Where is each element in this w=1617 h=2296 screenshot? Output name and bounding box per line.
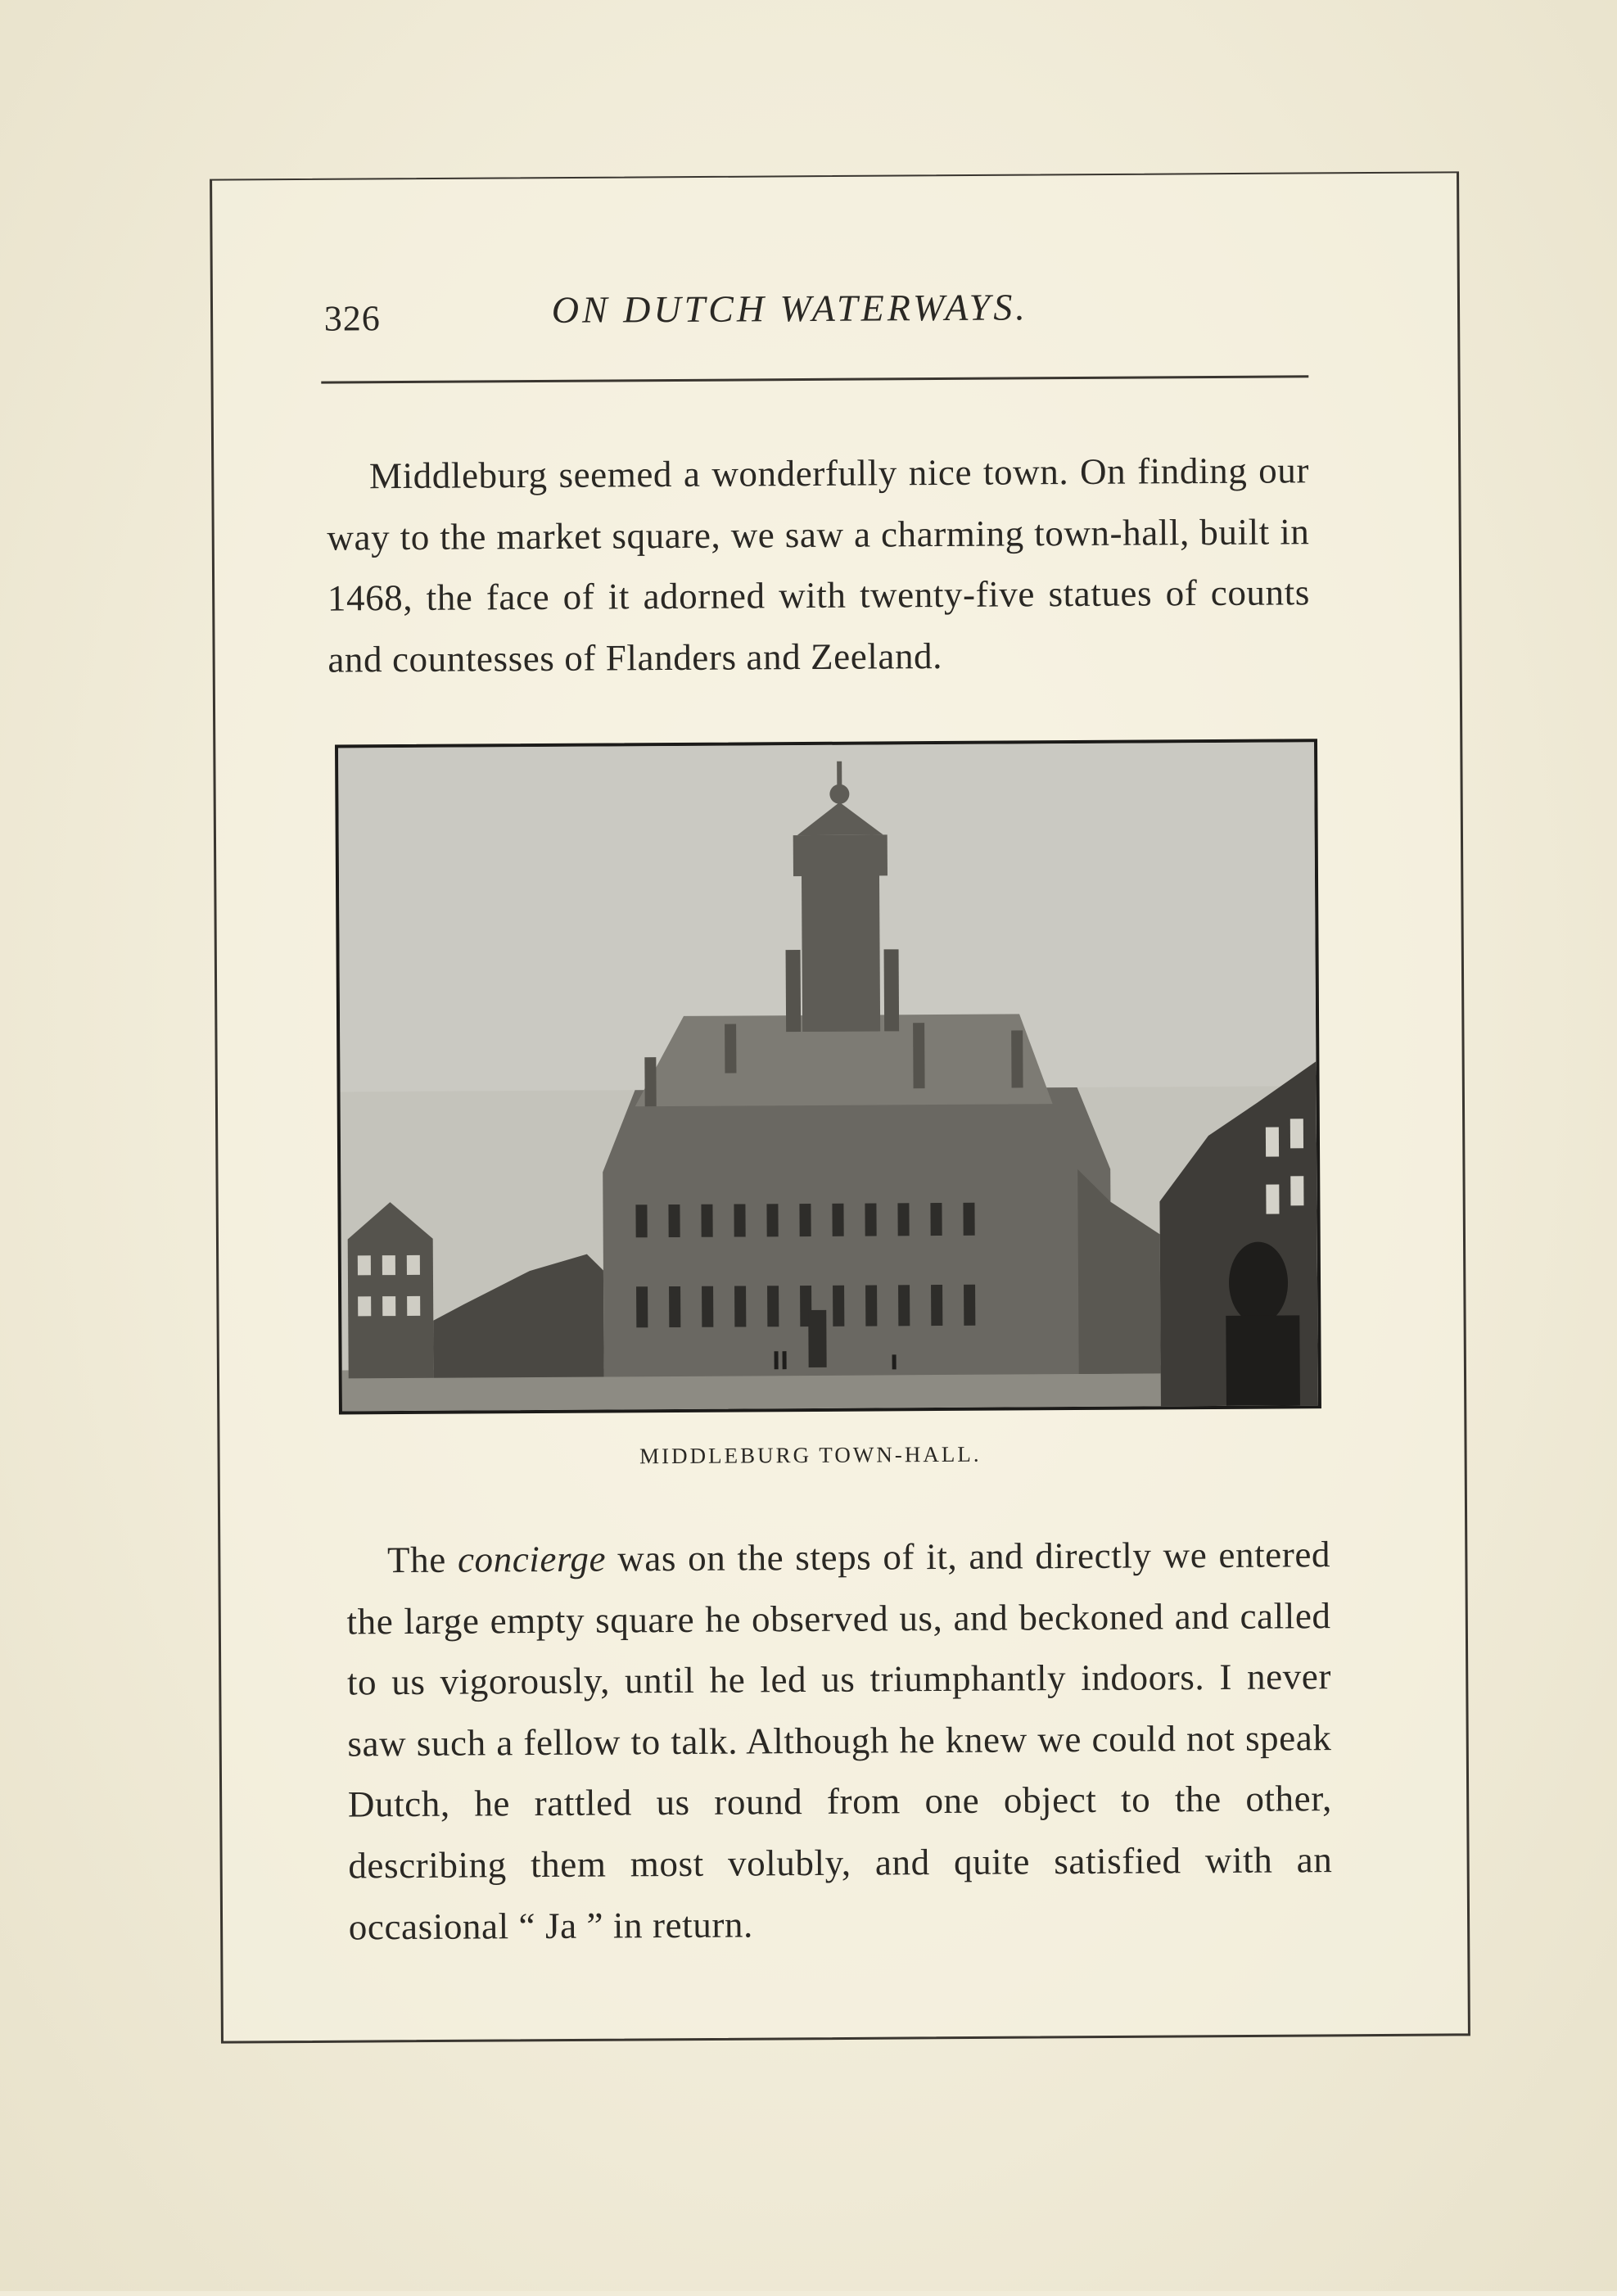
paragraph-2-rest: was on the steps of it, and directly we entered the large empty square he observed us, and beckoned and called to us vigorously, until he led us triumphantly indoors. I never saw such a fellow to talk. Although he knew we could not speak Dutch, he rattled us round from one object to the other, describing them most volubly, and quite satisfied with an occasional “ Ja ” in return.	[346, 1534, 1333, 1948]
header-rule	[321, 375, 1308, 383]
town-hall-engraving	[338, 742, 1318, 1411]
paragraph-1: Middleburg seemed a wonderfully nice town. On finding our way to the market square, we saw a charming town-hall, built in 1468, the face of it adorned with twenty-five statues of counts and countesses of Flanders and Zeeland.	[327, 450, 1311, 680]
illustration-caption: MIDDLEBURG TOWN-HALL.	[639, 1441, 982, 1469]
town-hall-illustration	[335, 739, 1321, 1414]
italic-word-concierge: concierge	[457, 1538, 607, 1580]
running-title: ON DUTCH WATERWAYS.	[551, 286, 1028, 331]
paragraph-2	[346, 1524, 1333, 1957]
page-number: 326	[323, 298, 381, 339]
paragraph-2-start: The	[386, 1539, 458, 1581]
